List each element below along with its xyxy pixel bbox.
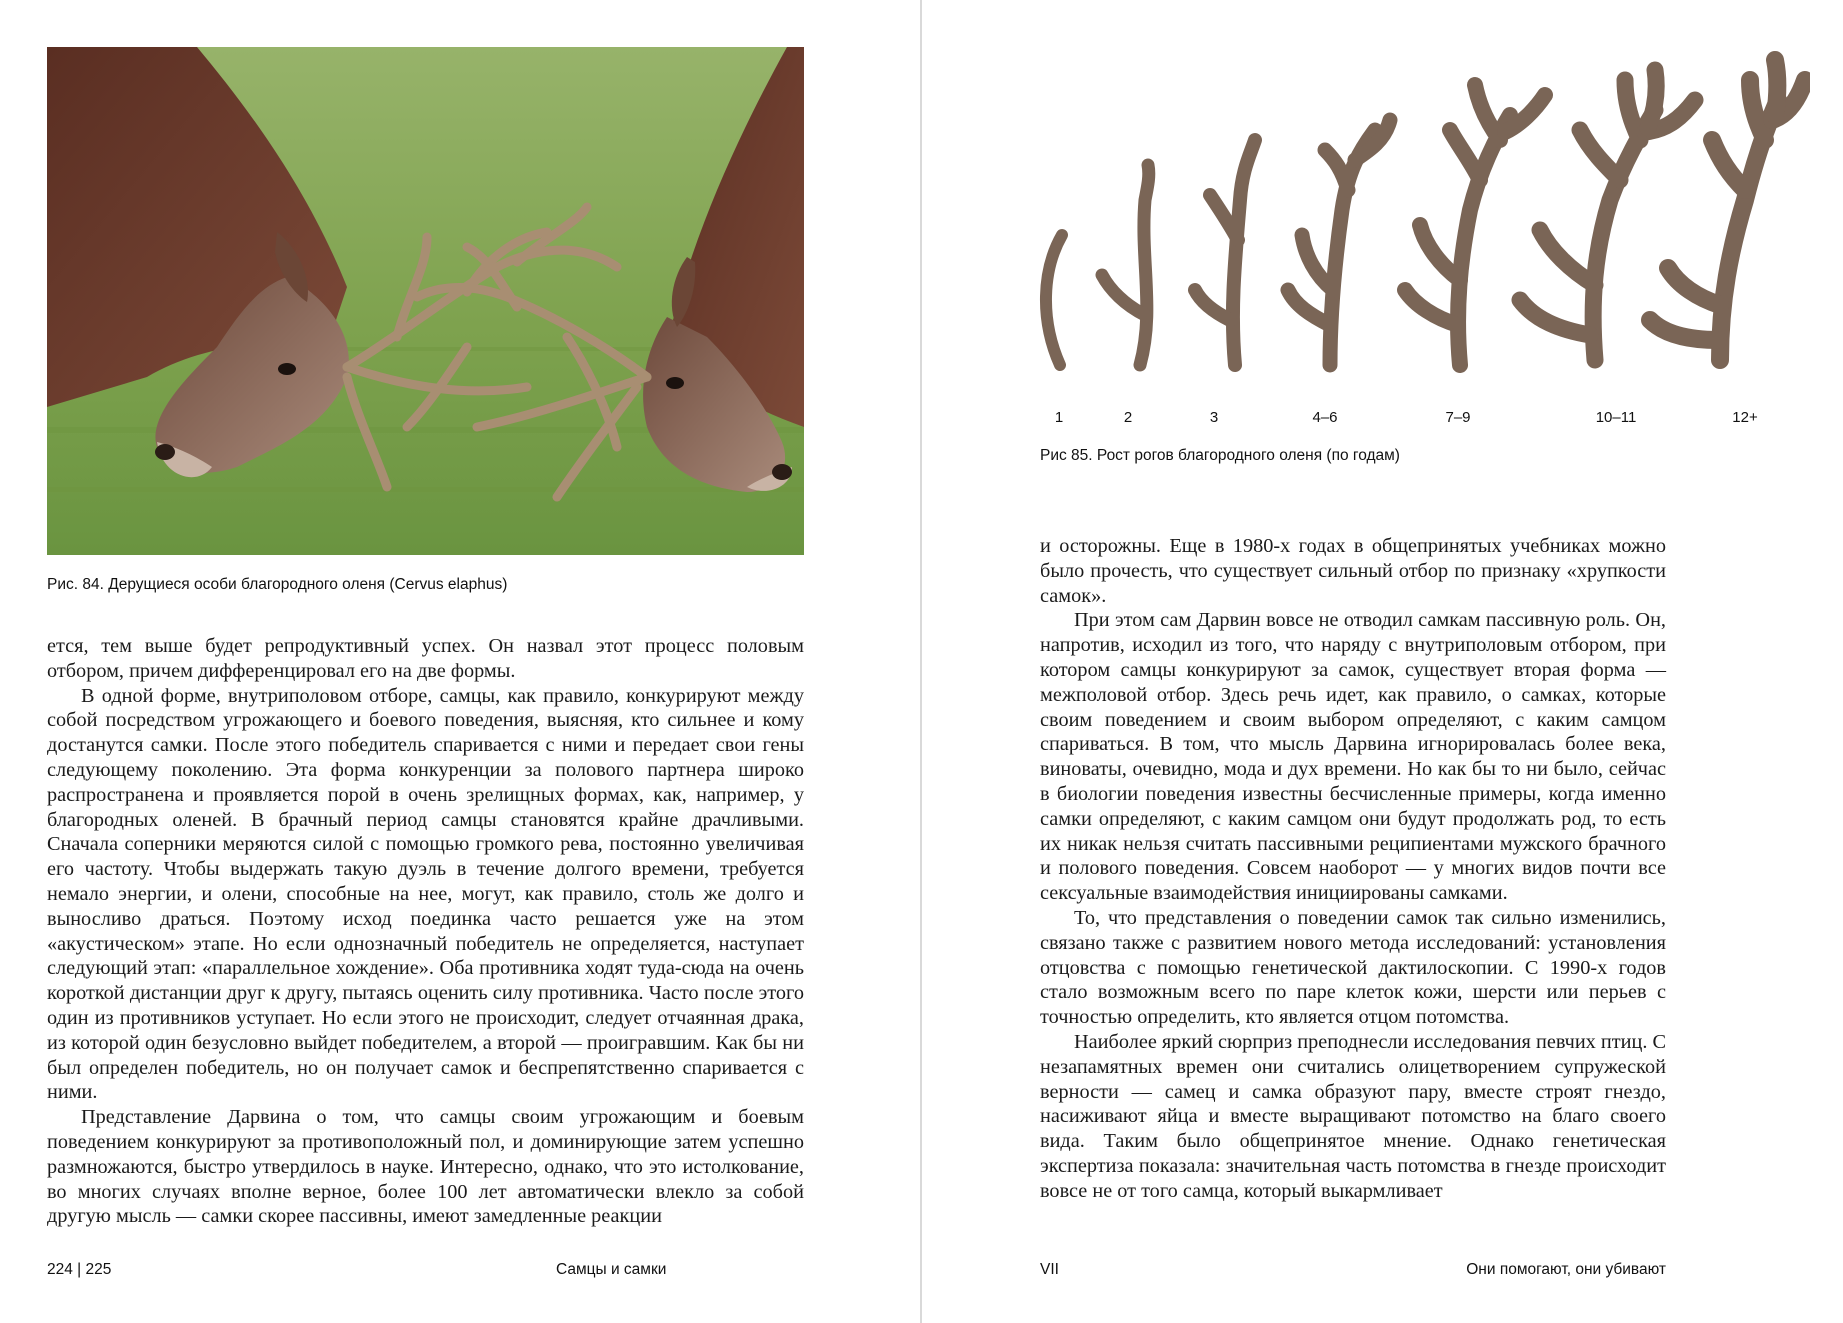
antler-label: 1 [1054,409,1064,426]
antler-year-12-plus [1650,60,1805,360]
chapter-title: Самцы и самки [556,1261,667,1278]
paragraph: и осторожны. Еще в 1980-х годах в общепринятых учебниках можно было прочесть, что существует сильный отбор по признаку «хрупкости самок». [1040,535,1666,607]
antler-label: 3 [1209,409,1219,426]
left-page [0,0,920,1323]
antler-year-10-11 [1520,70,1695,360]
section-title: Они помогают, они убивают [1466,1261,1666,1278]
antler-label: 4–6 [1312,409,1338,426]
paragraph: При этом сам Дарвин вовсе не отводил самкам пассивную роль. Он, напротив, исходил из того, что наряду с внутриполовым отбором, при котором самцы конкурируют за самок, существует вторая форма — межполовой отбор. Здесь речь идет, как правило, о самках, которые своим поведением и своим выбором определяют, с каким самцом спариваться. В том, что мысль Дарвина игнорировалась более века, виноваты, очевидно, мода и дух времени. Но как бы то ни было, сейчас в биологии поведения известны бесчисленные примеры, когда именно самки определяют, с каким самцом они будут продолжать род, то есть их никак нельзя считать пассивными реципиентами мужского брачного и полового поведения. Совсем наоборот — у многих видов почти все сексуальные взаимодействия инициированы самками. [1040,609,1666,905]
antler-label: 7–9 [1445,409,1471,426]
antler-year-3 [1195,140,1255,365]
figure-84-caption: Рис. 84. Дерущиеся особи благородного оленя (Cervus elaphus) [47,576,508,593]
paragraph: Наиболее яркий сюрприз преподнесли исследования певчих птиц. С незапамятных времен они считались олицетворением супружеской верности — самец и самка образуют пару, вместе строят гнездо, насиживают яйца и вместе выращивают потомство на благо своего вида. Таким было общепринятое мнение. Однако генетическая экспертиза показала: значительная часть потомства в гнезде происходит вовсе не от того самца, который выкармливает [1040,1030,1666,1202]
page-numbers: 224 | 225 [47,1261,112,1278]
paragraph: В одной форме, внутриполовом отборе, самцы, как правило, конкурируют между собой посредством угрожающего и боевого поведения, выясняя, кто сильнее и кому достанутся самки. После этого победитель спаривается с ними и передает свои гены следующему поколению. Эта форма конкуренции за полового партнера широко распространена и проявляется порой в очень зрелищных формах, как, например, у благородных оленей. В брачный период самцы становятся крайне драчливыми. Сначала соперники меряются силой с помощью громкого рева, постоянно увеличивая его частоту. Чтобы выдержать такую дуэль в течение долгого времени, требуется немало энергии, и олени, способные на нее, могут, как правило, столь же долго и выносливо драться. Поэтому исход поединка часто решается уже на этом «акустическом» этапе. Но если однозначный победитель не определяется, наступает следующий этап: «параллельное хождение». Оба противника ходят туда-сюда на очень короткой дистанции друг к другу, пытаясь оценить силу противника. Часто после этого один из противников уступает. Но если этого не происходит, следует отчаянная драка, из которой один безусловно выйдет победителем, а второй — проигравшим. Как бы ни был определен победитель, но он получает самок и беспрепятственно спаривается с ними. [47,684,804,1104]
left-body-text [47,634,804,1229]
antler-year-4-6 [1288,120,1390,365]
chapter-number: VII [1040,1261,1059,1278]
antler-label: 12+ [1732,409,1758,426]
antler-year-2 [1102,165,1149,365]
right-body-text [1040,534,1666,1204]
deer-fight-photo [47,47,804,555]
antler-year-7-9 [1405,85,1545,365]
antler-growth-illustration [1030,40,1810,400]
paragraph: ется, тем выше будет репродуктивный успех. Он назвал этот процесс половым отбором, причем дифференцировал его на две формы. [47,635,804,682]
antler-label: 10–11 [1595,409,1637,426]
antler-label: 2 [1123,409,1133,426]
paragraph: То, что представления о поведении самок так сильно изменились, связано также с развитием нового метода исследований: установления отцовства с помощью генетической дактилоскопии. С 1990-х годов стало возможным всего по паре клеток кожи, шерсти или перьев с точностью определить, кто является отцом потомства. [1040,906,1666,1029]
antler-year-1 [1046,235,1062,365]
figure-85-caption: Рис 85. Рост рогов благородного оленя (по годам) [1040,447,1400,464]
paragraph: Представление Дарвина о том, что самцы своим угрожающим и боевым поведением конкурируют за противоположный пол, и доминирующие затем успешно размножаются, быстро утвердилось в науке. Интересно, однако, что это истолкование, во многих случаях вполне верное, более 100 лет автоматически влекло за собой другую мысль — самки скорее пассивны, имеют замедленные реакции [47,1106,804,1228]
